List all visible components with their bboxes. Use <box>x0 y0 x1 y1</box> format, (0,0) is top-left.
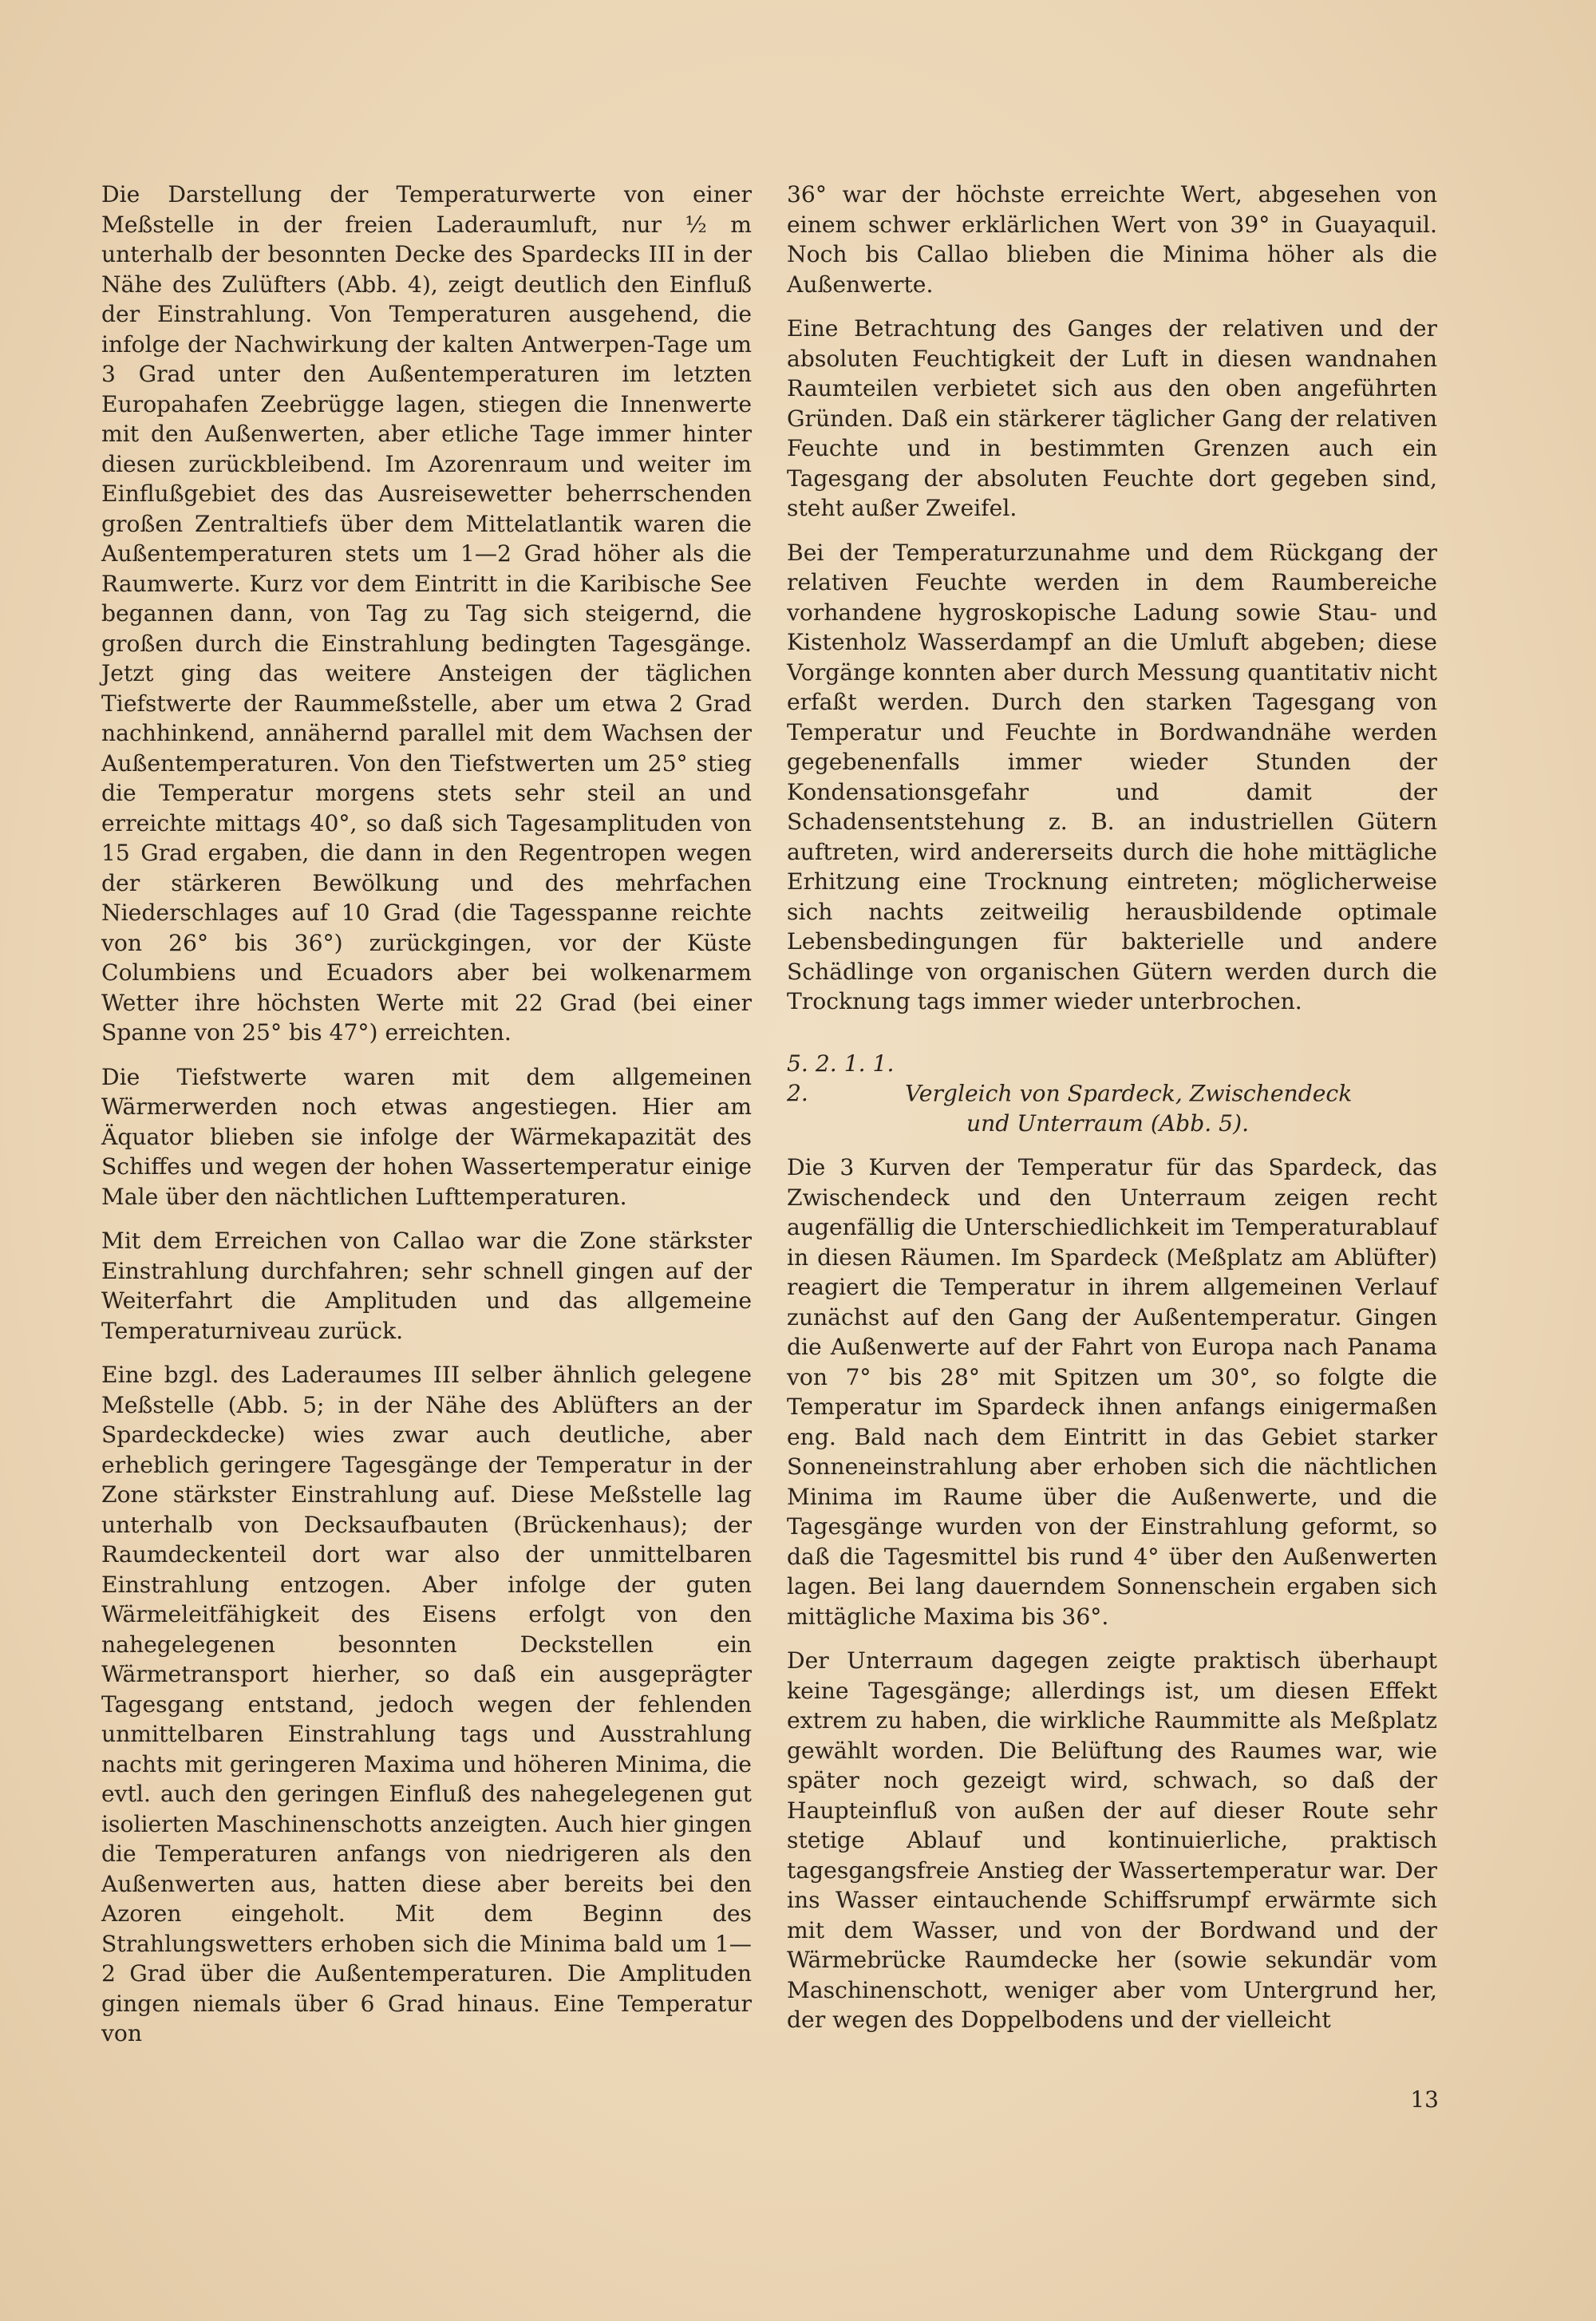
paragraph: Die 3 Kurven der Temperatur für das Spardeck, das Zwischendeck und den Unterraum zeigen recht augenfällig die Unterschiedlichkeit im Temperaturablauf in diesen Räumen. Im Spardeck (Meßplatz am Ablüfter) reagiert die Temperatur in ihrem allgemeinen Verlauf zunächst auf den Gang der Außentemperatur. Gingen die Außenwerte auf der Fahrt von Europa nach Panama von 7° bis 28° mit Spitzen um 30°, so folgte die Temperatur im Spardeck ihnen anfangs einigermaßen eng. Bald nach dem Eintritt in das Gebiet starker Sonneneinstrahlung aber erhoben sich die nächtlichen Minima im Raume über die Außenwerte, und die Tagesgänge wurden von der Einstrahlung geformt, so daß die Tagesmittel bis rund 4° über den Außenwerten lagen. Bei lang dauerndem Sonnenschein ergaben sich mittägliche Maxima bis 36°. <box>787 1154 1437 1630</box>
section-number: 5. 2. 1. 1. 2. <box>787 1050 895 1106</box>
paragraph: Eine Betrachtung des Ganges der relativen und der absoluten Feuchtigkeit der Luft in diesen wandnahen Raumteilen verbietet sich aus den oben angeführten Gründen. Daß ein stärkerer täglicher Gang der relativen Feuchte und in bestimmten Grenzen auch ein Tagesgang der absoluten Feuchte dort gegeben sind, steht außer Zweifel. <box>787 315 1437 521</box>
paragraph: Die Tiefstwerte waren mit dem allgemeinen Wärmerwerden noch etwas angestiegen. Hier am Äquator blieben sie infolge der Wärmekapazität des Schiffes und wegen der hohen Wassertemperatur einige Male über den nächtlichen Lufttemperaturen. <box>101 1063 752 1210</box>
section-title-line1: Vergleich von Spardeck, Zwischendeck <box>905 1080 1353 1106</box>
section-title-line2: und Unterraum (Abb. 5). <box>966 1109 1250 1137</box>
paragraph: 36° war der höchste erreichte Wert, abgesehen von einem schwer erklärlichen Wert von 39° in Guayaquil. Noch bis Callao blieben die Minima höher als die Außenwerte. <box>787 181 1437 298</box>
right-column <box>787 180 1437 2050</box>
paragraph: Mit dem Erreichen von Callao war die Zone stärkster Einstrahlung durchfahren; sehr schnell gingen auf der Weiterfahrt die Amplituden und das allgemeine Temperaturniveau zurück. <box>101 1228 752 1344</box>
paragraph: Der Unterraum dagegen zeigte praktisch überhaupt keine Tagesgänge; allerdings ist, um diesen Effekt extrem zu haben, die wirkliche Raummitte als Meßplatz gewählt worden. Die Belüftung des Raumes war, wie später noch gezeigt wird, schwach, so daß der Haupteinfluß von außen der auf dieser Route sehr stetige Ablauf und kontinuierliche, praktisch tagesgangsfreie Anstieg der Wassertemperatur war. Der ins Wasser eintauchende Schiffsrumpf erwärmte sich mit dem Wasser, und von der Bordwand und der Wärmebrücke Raumdecke her (sowie sekundär vom Maschinenschott, weniger aber vom Untergrund her, der wegen des Doppelbodens und der vielleicht <box>787 1647 1437 2033</box>
left-column <box>101 180 752 2063</box>
section-heading <box>787 1049 1437 1139</box>
paragraph: Bei der Temperaturzunahme und dem Rückgang der relativen Feuchte werden in dem Raumbereiche vorhandene hygroskopische Ladung sowie Stau- und Kistenholz Wasserdampf an die Umluft abgeben; diese Vorgänge konnten aber durch Messung quantitativ nicht erfaßt werden. Durch den starken Tagesgang von Temperatur und Feuchte in Bordwandnähe werden gegebenenfalls immer wieder Stunden der Kondensationsgefahr und damit der Schadensentstehung z. B. an industriellen Gütern auftreten, wird andererseits durch die hohe mittägliche Erhitzung eine Trocknung eintreten; möglicherweise sich nachts zeitweilig herausbildende optimale Lebensbedingungen für bakterielle und andere Schädlinge von organischen Gütern werden durch die Trocknung tags immer wieder unterbrochen. <box>787 539 1437 1014</box>
paragraph: Eine bzgl. des Laderaumes III selber ähnlich gelegene Meßstelle (Abb. 5; in der Nähe des Ablüfters an der Spardeckdecke) wies zwar auch deutliche, aber erheblich geringere Tagesgänge der Temperatur in der Zone stärkster Einstrahlung auf. Diese Meßstelle lag unterhalb von Decksaufbauten (Brückenhaus); der Raumdeckenteil dort war also der unmittelbaren Einstrahlung entzogen. Aber infolge der guten Wärmeleitfähigkeit des Eisens erfolgt von den nahegelegenen besonnten Deckstellen ein Wärmetransport hierher, so daß ein ausgeprägter Tagesgang entstand, jedoch wegen der fehlenden unmittelbaren Einstrahlung tags und Ausstrahlung nachts mit geringeren Maxima und höheren Minima, die evtl. auch den geringen Einfluß des nahegelegenen gut isolierten Maschinenschotts anzeigten. Auch hier gingen die Temperaturen anfangs von niedrigeren als den Außenwerten aus, hatten diese aber bereits bei den Azoren eingeholt. Mit dem Beginn des Strahlungswetters erhoben sich die Minima bald um 1—2 Grad über die Außentemperaturen. Die Amplituden gingen niemals über 6 Grad hinaus. Eine Temperatur von <box>101 1362 752 2046</box>
page-number: 13 <box>1410 2086 1439 2113</box>
paragraph: Die Darstellung der Temperaturwerte von einer Meßstelle in der freien Laderaumluft, nur ½ m unterhalb der besonnten Decke des Spardecks III in der Nähe des Zulüfters (Abb. 4), zeigt deutlich den Einfluß der Einstrahlung. Von Temperaturen ausgehend, die infolge der Nachwirkung der kalten Antwerpen-Tage um 3 Grad unter den Außentemperaturen im letzten Europahafen Zeebrügge lagen, stiegen die Innenwerte mit den Außenwerten, aber etliche Tage immer hinter diesen zurückbleibend. Im Azorenraum und weiter im Einflußgebiet des das Ausreisewetter beherrschenden großen Zentraltiefs über dem Mittelatlantik waren die Außentemperaturen stets um 1—2 Grad höher als die Raumwerte. Kurz vor dem Eintritt in die Karibische See begannen dann, von Tag zu Tag sich steigernd, die großen durch die Einstrahlung bedingten Tagesgänge. Jetzt ging das weitere Ansteigen der täglichen Tiefstwerte der Raummeßstelle, aber um etwa 2 Grad nachhinkend, annähernd parallel mit dem Wachsen der Außentemperaturen. Von den Tiefstwerten um 25° stieg die Temperatur morgens stets sehr steil an und erreichte mittags 40°, so daß sich Tagesamplituden von 15 Grad ergaben, die dann in den Regentropen wegen der stärkeren Bewölkung und des mehrfachen Niederschlages auf 10 Grad (die Tagesspanne reichte von 26° bis 36°) zurückgingen, vor der Küste Columbiens und Ecuadors aber bei wolkenarmem Wetter ihre höchsten Werte mit 22 Grad (bei einer Spanne von 25° bis 47°) erreichten. <box>101 181 752 1046</box>
